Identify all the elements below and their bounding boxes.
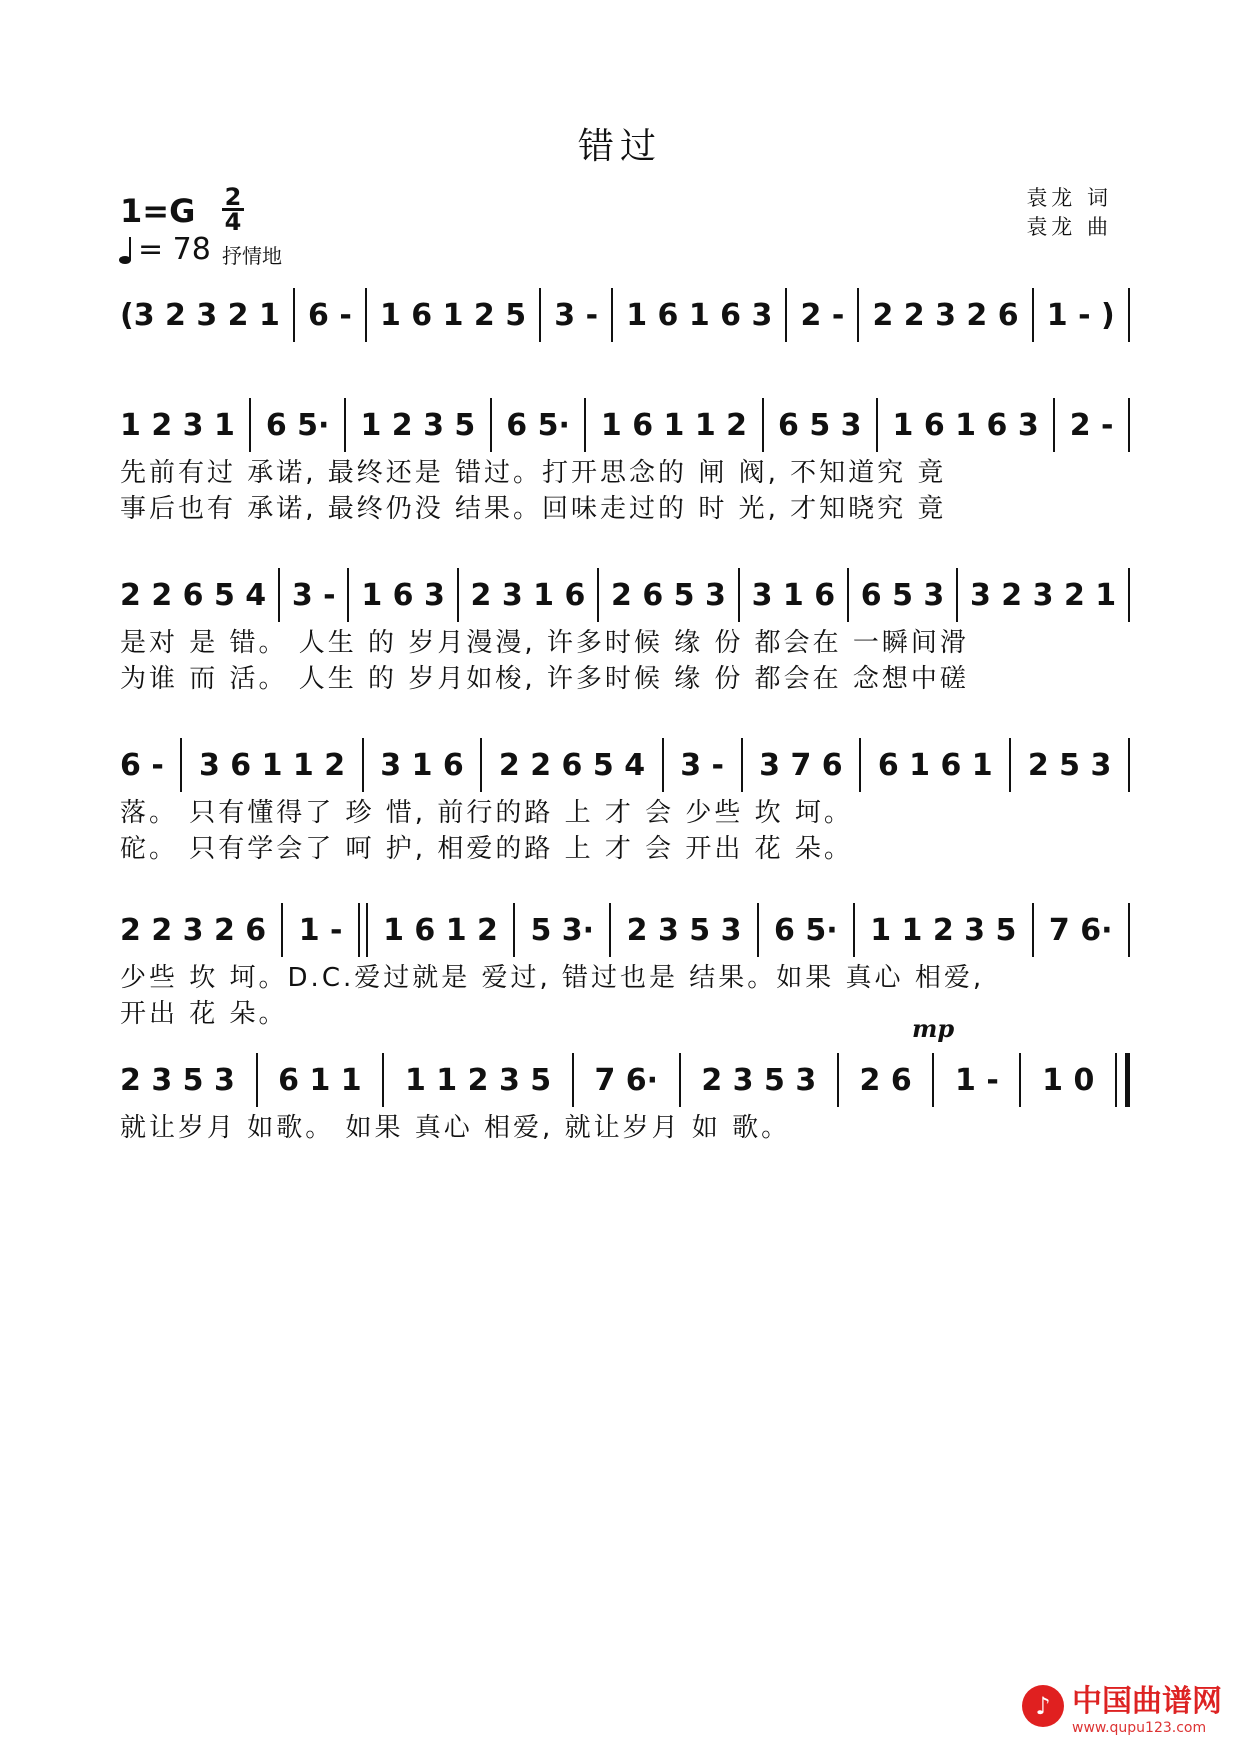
tempo-value: = 78 <box>138 232 211 267</box>
measure: 7 6· <box>1048 912 1113 948</box>
score-system-2 <box>120 395 1130 527</box>
score-system-5 <box>120 900 1130 1032</box>
measure: 6 5 3 <box>860 577 945 613</box>
measure: 6 5· <box>265 407 330 443</box>
key-signature: 1=G <box>120 192 196 230</box>
measure: 3 1 6 <box>380 747 464 783</box>
notes-line <box>120 285 1130 345</box>
tempo-marking <box>118 232 211 267</box>
barline <box>539 288 541 342</box>
barline <box>572 1053 574 1107</box>
notes-line <box>120 1050 1130 1110</box>
measure: 2 2 6 5 4 <box>120 577 267 613</box>
barline <box>382 1053 384 1107</box>
barline <box>490 398 492 452</box>
measure: 1 - <box>298 912 343 948</box>
notes-line <box>120 735 1130 795</box>
lyric-verse-2: 砣。 只有学会了 呵 护, 相爱的路 上 才 会 开出 花 朵。 <box>120 834 853 864</box>
barline <box>1128 288 1130 342</box>
measure: 2 3 5 3 <box>120 1062 235 1098</box>
barline <box>876 398 878 452</box>
barline <box>1032 903 1034 957</box>
double-barline <box>358 903 368 957</box>
measure: 1 6 1 6 3 <box>626 297 773 333</box>
barline <box>457 568 459 622</box>
score-system-1 <box>120 285 1130 345</box>
measure: 3 - <box>680 747 725 783</box>
measure: 6 1 6 1 <box>877 747 993 783</box>
barline <box>932 1053 934 1107</box>
measure: 3 - <box>554 297 599 333</box>
barline <box>956 568 958 622</box>
measure: 2 2 6 5 4 <box>498 747 646 783</box>
measure: 3 6 1 1 2 <box>198 747 346 783</box>
barline <box>837 1053 839 1107</box>
measure: 1 1 2 3 5 <box>870 912 1017 948</box>
measure: 6 1 1 <box>278 1062 362 1098</box>
lyric-verse-2: 事后也有 承诺, 最终仍没 结果。回味走过的 时 光, 才知晓究 竟 <box>120 494 947 524</box>
barline <box>1128 738 1130 792</box>
score-system-4 <box>120 735 1130 867</box>
barline <box>859 738 861 792</box>
credits <box>1026 184 1112 242</box>
measure: 2 2 3 2 6 <box>120 912 267 948</box>
lyric-verse-2: 开出 花 朵。 <box>120 999 288 1029</box>
barline <box>365 288 367 342</box>
site-watermark <box>1022 1676 1222 1736</box>
barline <box>278 568 280 622</box>
measure: 2 2 3 2 6 <box>872 297 1019 333</box>
barline <box>293 288 295 342</box>
measure: 2 5 3 <box>1027 747 1112 783</box>
lyric-verse-1: 是对 是 错。 人生 的 岁月漫漫, 许多时候 缘 份 都会在 一瞬间滑 <box>120 628 969 658</box>
time-signature-bottom: 4 <box>224 208 242 236</box>
measure: 7 6· <box>594 1062 659 1098</box>
measure: 1 6 1 1 2 <box>600 407 748 443</box>
barline <box>480 738 482 792</box>
measure: 6 - <box>308 297 352 333</box>
barline <box>513 903 515 957</box>
barline <box>679 1053 681 1107</box>
barline <box>281 903 283 957</box>
measure: 1 - <box>955 1062 999 1098</box>
measure: 1 6 3 <box>361 577 445 613</box>
barline <box>611 288 613 342</box>
barline <box>1128 568 1130 622</box>
barline <box>597 568 599 622</box>
barline <box>1019 1053 1021 1107</box>
measure: 6 5· <box>506 407 570 443</box>
barline <box>762 398 764 452</box>
measure: 3 1 6 <box>751 577 836 613</box>
barline <box>1128 903 1130 957</box>
measure: 1 6 1 6 3 <box>892 407 1039 443</box>
measure: 1 2 3 1 <box>120 407 235 443</box>
barline <box>1032 288 1034 342</box>
measure: 1 6 1 2 5 <box>379 297 527 333</box>
measure: 1 6 1 2 <box>383 912 498 948</box>
lyricist-credit: 袁龙 词 <box>1026 186 1112 210</box>
barline <box>853 903 855 957</box>
measure: 1 - ) <box>1046 297 1115 333</box>
final-barline <box>1115 1053 1130 1107</box>
watermark-brand: 中国曲谱网 <box>1072 1684 1222 1719</box>
site-logo-icon: ♪ <box>1022 1685 1064 1727</box>
lyric-verse-1: 少些 坎 坷。D.C.爱过就是 爱过, 错过也是 结果。如果 真心 相爱, <box>120 963 985 993</box>
measure: 1 2 3 5 <box>360 407 476 443</box>
measure: 3 - <box>291 577 336 613</box>
watermark-url: www.qupu123.com <box>1072 1720 1207 1736</box>
composer-credit: 袁龙 曲 <box>1026 215 1112 239</box>
measure: 2 3 5 3 <box>626 912 742 948</box>
lyric-verse-2: 为谁 而 活。 人生 的 岁月如梭, 许多时候 缘 份 都会在 念想中磋 <box>120 664 969 694</box>
barline <box>344 398 346 452</box>
measure: 2 6 <box>859 1062 912 1098</box>
dynamic-marking: mp <box>912 1014 955 1043</box>
measure: 6 - <box>120 747 164 783</box>
page-title: 错过 <box>577 126 662 167</box>
lyric-verse-1: 先前有过 承诺, 最终还是 错过。打开思念的 闸 阀, 不知道究 竟 <box>120 458 947 488</box>
lyric-verse-1: 落。 只有懂得了 珍 惜, 前行的路 上 才 会 少些 坎 坷。 <box>120 798 853 828</box>
measure: 2 3 5 3 <box>701 1062 817 1098</box>
measure: 5 3· <box>530 912 595 948</box>
barline <box>662 738 664 792</box>
notes-line <box>120 565 1130 625</box>
barline <box>741 738 743 792</box>
measure: 1 0 <box>1042 1062 1095 1098</box>
barline <box>1053 398 1055 452</box>
measure: 2 - <box>1069 407 1114 443</box>
notes-line <box>120 395 1130 455</box>
measure: 3 7 6 <box>759 747 843 783</box>
measure: 2 - <box>800 297 845 333</box>
barline <box>857 288 859 342</box>
measure: 6 5· <box>774 912 838 948</box>
barline <box>256 1053 258 1107</box>
measure: 2 6 5 3 <box>611 577 726 613</box>
barline <box>1128 398 1130 452</box>
barline <box>1009 738 1011 792</box>
barline <box>180 738 182 792</box>
barline <box>347 568 349 622</box>
barline <box>362 738 364 792</box>
measure: 6 5 3 <box>778 407 862 443</box>
score-system-3 <box>120 565 1130 697</box>
quarter-note-icon <box>118 235 134 265</box>
expression-marking: 抒情地 <box>222 244 282 268</box>
time-signature <box>222 183 244 236</box>
barline <box>584 398 586 452</box>
measure: 1 1 2 3 5 <box>404 1062 552 1098</box>
lyric-verse-1: 就让岁月 如歌。 如果 真心 相爱, 就让岁月 如 歌。 <box>120 1113 791 1143</box>
barline <box>785 288 787 342</box>
barline <box>847 568 849 622</box>
barline <box>249 398 251 452</box>
measure: 2 3 1 6 <box>470 577 586 613</box>
time-signature-top: 2 <box>222 186 244 211</box>
measure: 3 2 3 2 1 <box>969 577 1117 613</box>
notes-line <box>120 900 1130 960</box>
barline <box>609 903 611 957</box>
measure: (3 2 3 2 1 <box>120 297 280 333</box>
barline <box>738 568 740 622</box>
barline <box>757 903 759 957</box>
